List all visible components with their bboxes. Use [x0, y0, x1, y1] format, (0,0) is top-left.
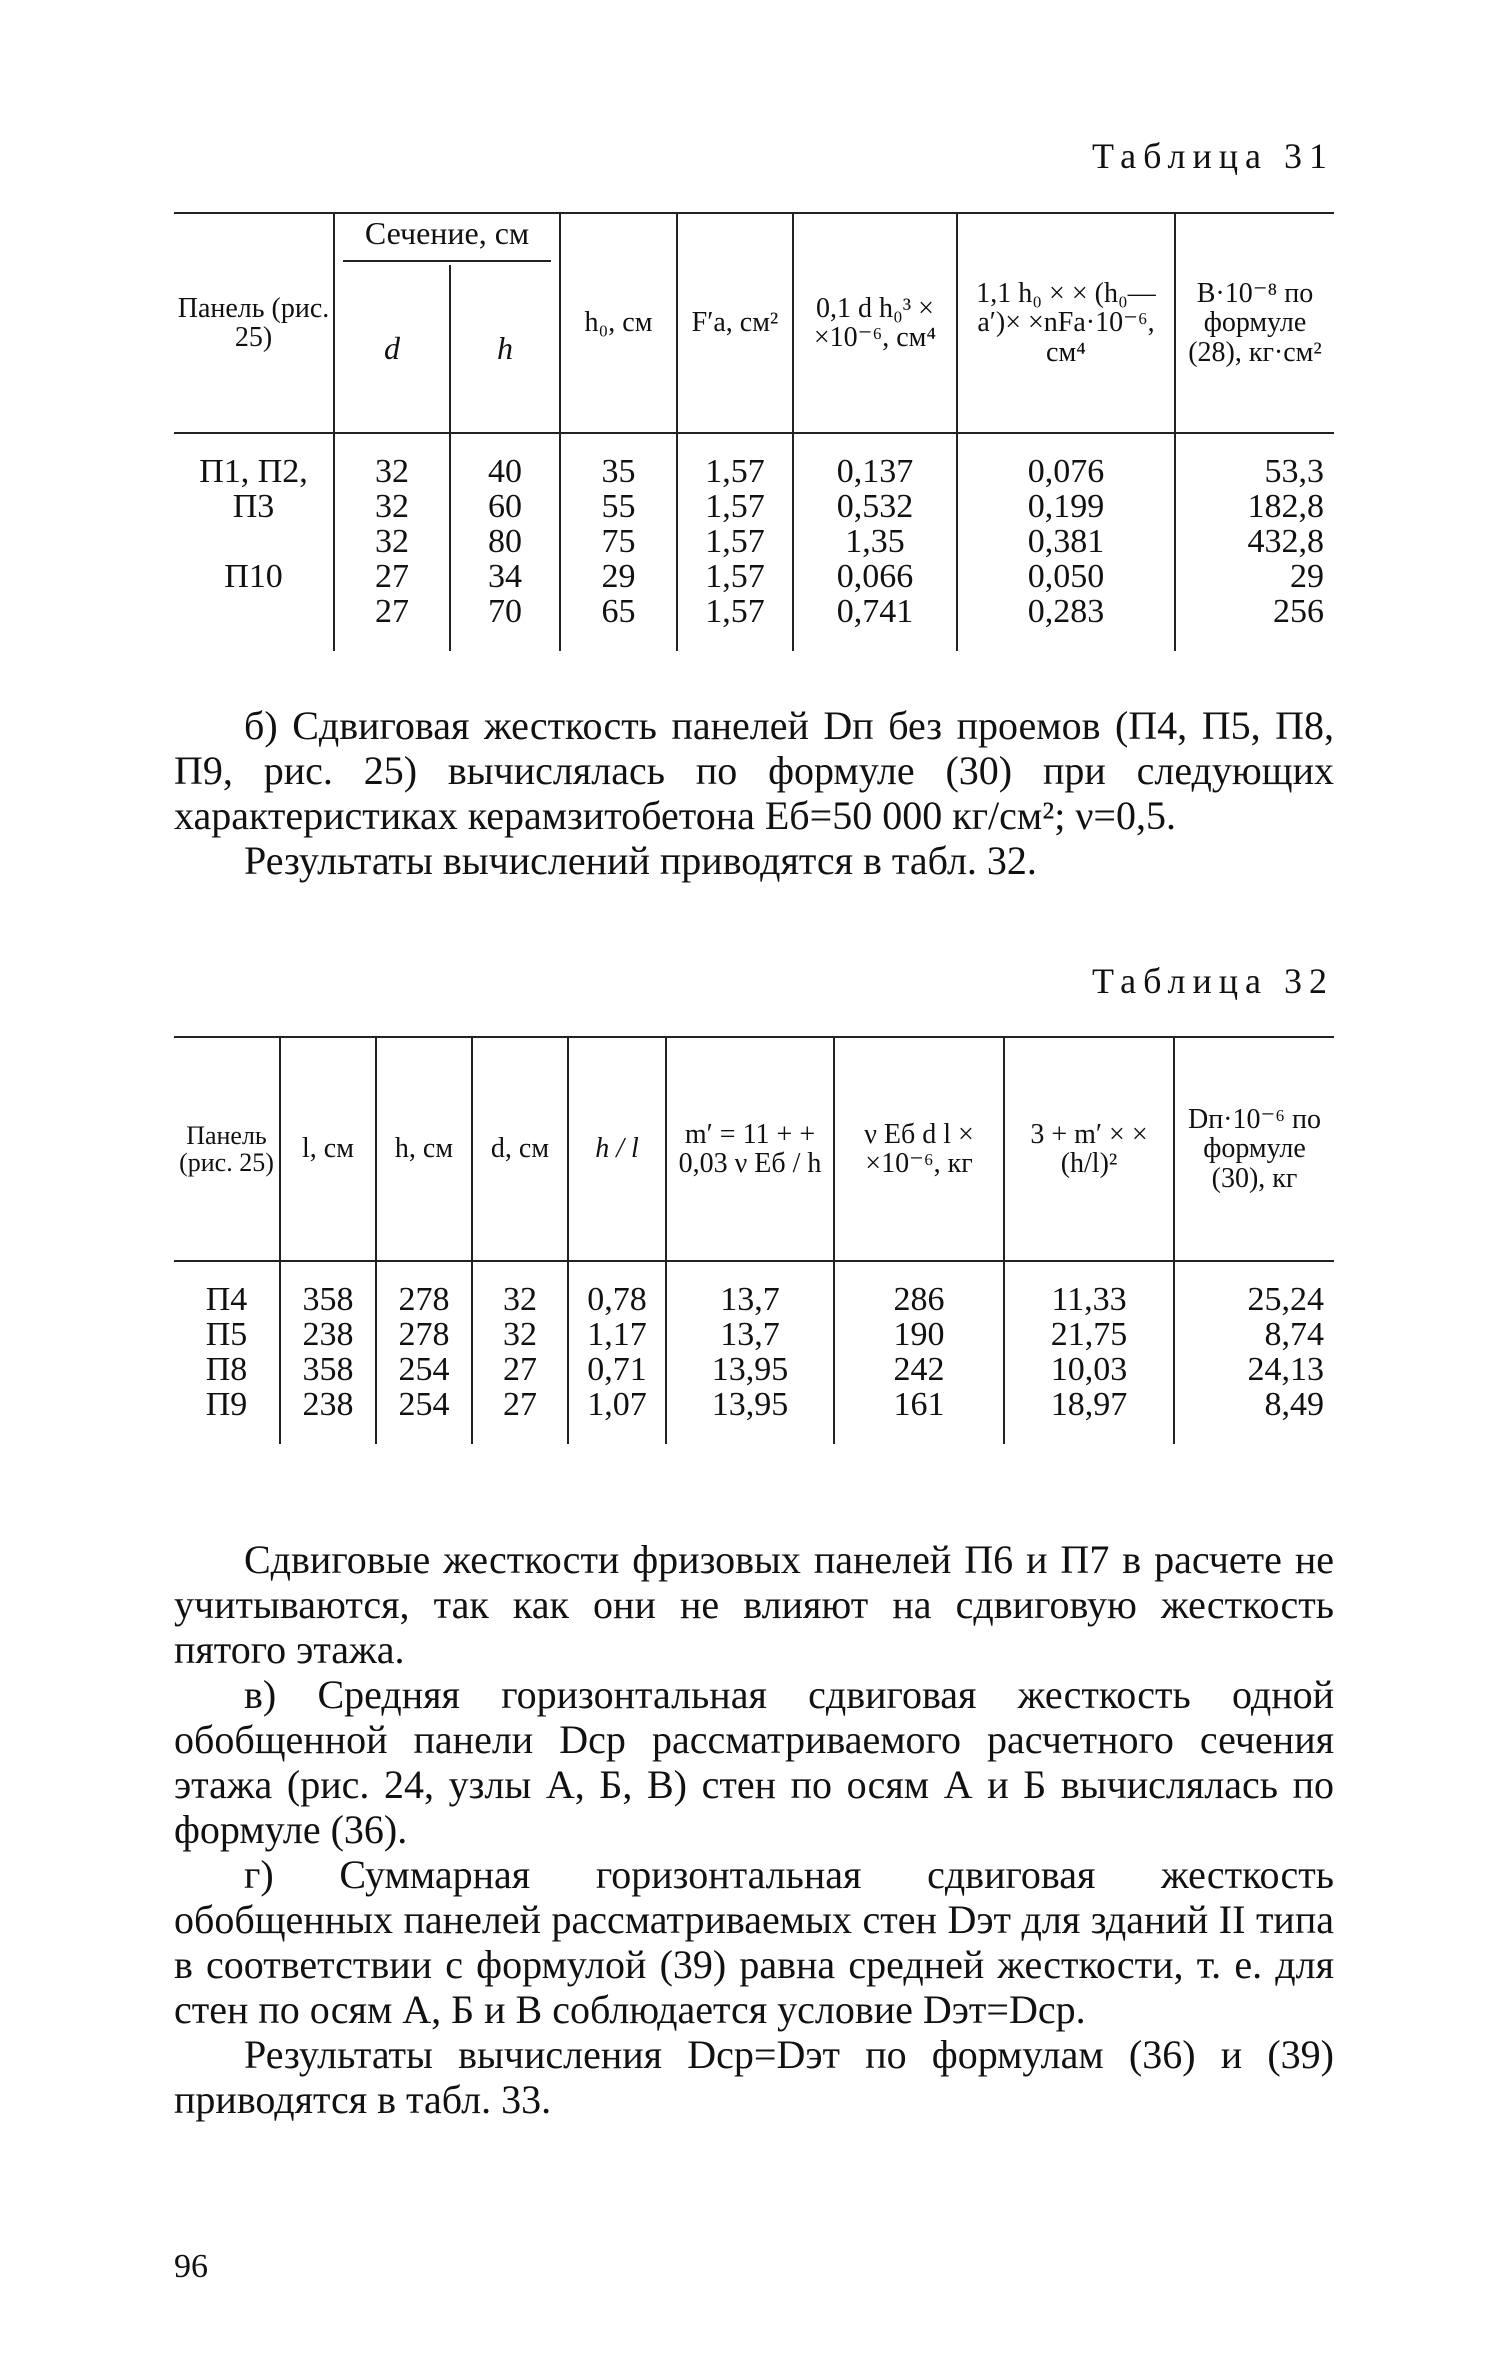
t32-cell-c8: 10,03 [1004, 1352, 1174, 1387]
t32-header-d: d, см [472, 1037, 568, 1261]
t31-row [174, 594, 1334, 651]
paragraph-friezes: Сдвиговые жесткости фризовых панелей П6 и П7 в расчете не учитываются, так как они не влияют на сдвиговую жесткость пятого этажа. [174, 1537, 1334, 1672]
t32-row [174, 1352, 1334, 1387]
t32-cell-panel: П4 [205, 1281, 248, 1318]
t31-cell-panel [174, 594, 334, 651]
t32-row [174, 1387, 1334, 1444]
t31-cell-panel [174, 524, 334, 559]
t31-cell-c5: 1,35 [793, 524, 957, 559]
t31-cell-c6: 0,050 [957, 559, 1175, 594]
t32-row [174, 1317, 1334, 1352]
t32-cell-m: 13,95 [666, 1352, 834, 1387]
t32-cell-hl: 1,17 [568, 1317, 666, 1352]
t32-cell-c9: 25,24 [1174, 1261, 1334, 1317]
t32-cell-l: 238 [280, 1317, 376, 1352]
paragraph-b [174, 703, 1334, 883]
t32-cell-h: 278 [376, 1317, 472, 1352]
table-31 [174, 212, 1334, 651]
t32-cell-m: 13,7 [666, 1317, 834, 1352]
t31-header-c5: 0,1 d h₀³ × ×10⁻⁶, см⁴ [793, 213, 957, 433]
t31-row [174, 489, 1334, 524]
t31-cell-c7: 432,8 [1175, 524, 1334, 559]
paragraph-v: в) Средняя горизонтальная сдвиговая жесткость одной обобщенной панели Dср рассматриваемого расчетного сечения этажа (рис. 24, узлы А, Б, В) стен по осям А и Б вычислялась по формуле (36). [174, 1672, 1334, 1852]
t32-cell-c7: 286 [834, 1261, 1004, 1317]
t31-cell-fa: 1,57 [677, 433, 793, 489]
t32-cell-c9: 8,49 [1174, 1387, 1334, 1444]
t31-header-panel: Панель (рис. 25) [174, 213, 334, 433]
t32-cell-d: 32 [472, 1261, 568, 1317]
t31-cell-h: 34 [450, 559, 560, 594]
table32-caption: Таблица 32 [1092, 961, 1334, 1001]
table31-caption: Таблица 31 [1092, 136, 1334, 176]
t31-header-d: d [334, 265, 450, 433]
t31-body [174, 433, 1334, 651]
t31-cell-c6: 0,199 [957, 489, 1175, 524]
t31-cell-h: 60 [450, 489, 560, 524]
t31-cell-d: 32 [334, 433, 450, 489]
paragraph-results-33: Результаты вычисления Dср=Dэт по формулам (36) и (39) приводятся в табл. 33. [174, 2032, 1334, 2122]
t32-cell-d: 32 [472, 1317, 568, 1352]
paragraphs-after [174, 1537, 1334, 2122]
t31-cell-h: 70 [450, 594, 560, 651]
t31-cell-h: 80 [450, 524, 560, 559]
t31-cell-h0: 35 [560, 433, 677, 489]
t31-cell-c6: 0,076 [957, 433, 1175, 489]
t32-cell-c9: 8,74 [1174, 1317, 1334, 1352]
t32-cell-l: 358 [280, 1352, 376, 1387]
t31-header-c7: B·10⁻⁸ по формуле (28), кг·см² [1175, 213, 1334, 433]
table-32 [174, 1036, 1334, 1444]
paragraph-results-text: Результаты вычислений приводятся в табл. 32. [244, 838, 1037, 883]
t32-cell-hl: 0,71 [568, 1352, 666, 1387]
t32-header-c9: Dп·10⁻⁶ по формуле (30), кг [1174, 1037, 1334, 1261]
t31-cell-c7: 182,8 [1175, 489, 1334, 524]
t31-cell-panel: П10 [224, 558, 283, 595]
t31-cell-h0: 65 [560, 594, 677, 651]
t31-cell-h0: 75 [560, 524, 677, 559]
page-number: 96 [174, 2248, 208, 2285]
t32-cell-c7: 161 [834, 1387, 1004, 1444]
t32-cell-hl: 0,78 [568, 1261, 666, 1317]
t32-cell-h: 254 [376, 1352, 472, 1387]
t31-header-c6: 1,1 h₀ × × (h₀—a′)× ×nFa·10⁻⁶, см⁴ [957, 213, 1175, 433]
paragraph-b-text: б) Сдвиговая жесткость панелей Dп без проемов (П4, П5, П8, П9, рис. 25) вычислялась по формуле (30) при следующих характеристиках керамзитобетона Eб=50 000 кг/см²; ν=0,5. [174, 703, 1334, 838]
t32-cell-l: 358 [280, 1261, 376, 1317]
t32-header-m: m′ = 11 + + 0,03 ν Eб / h [666, 1037, 834, 1261]
t31-cell-panel: П1, П2, [199, 453, 308, 490]
t31-cell-c5: 0,137 [793, 433, 957, 489]
t32-cell-panel: П8 [205, 1351, 248, 1388]
t31-cell-fa: 1,57 [677, 559, 793, 594]
t32-cell-hl: 1,07 [568, 1387, 666, 1444]
t32-cell-c7: 190 [834, 1317, 1004, 1352]
t32-cell-l: 238 [280, 1387, 376, 1444]
t32-header-c7: ν Eб d l × ×10⁻⁶, кг [834, 1037, 1004, 1261]
t31-cell-c7: 29 [1175, 559, 1334, 594]
t32-header-hl: h / l [568, 1037, 666, 1261]
t31-cell-fa: 1,57 [677, 594, 793, 651]
t31-cell-d: 27 [334, 559, 450, 594]
t31-header-h0: h₀, см [560, 213, 677, 433]
t32-cell-h: 254 [376, 1387, 472, 1444]
t31-cell-c5: 0,066 [793, 559, 957, 594]
t32-cell-d: 27 [472, 1352, 568, 1387]
t32-body [174, 1261, 1334, 1444]
t31-cell-c5: 0,741 [793, 594, 957, 651]
t32-header-panel: Панель (рис. 25) [174, 1037, 280, 1261]
t31-cell-d: 32 [334, 524, 450, 559]
t31-cell-d: 27 [334, 594, 450, 651]
t31-cell-fa: 1,57 [677, 489, 793, 524]
t31-row [174, 559, 1334, 594]
t31-header-h: h [450, 265, 560, 433]
t31-header-fa: F′a, см² [677, 213, 793, 433]
t32-cell-h: 278 [376, 1261, 472, 1317]
t31-cell-h0: 29 [560, 559, 677, 594]
t31-cell-panel: П3 [232, 488, 275, 525]
t31-cell-h: 40 [450, 433, 560, 489]
t32-header-c8: 3 + m′ × × (h/l)² [1004, 1037, 1174, 1261]
t31-row [174, 524, 1334, 559]
t31-cell-h0: 55 [560, 489, 677, 524]
t32-cell-panel: П9 [205, 1386, 248, 1423]
t32-row [174, 1261, 1334, 1317]
t32-cell-c8: 18,97 [1004, 1387, 1174, 1444]
t32-header-h: h, см [376, 1037, 472, 1261]
t32-cell-d: 27 [472, 1387, 568, 1444]
t31-cell-c7: 256 [1175, 594, 1334, 651]
t31-cell-c6: 0,283 [957, 594, 1175, 651]
t32-cell-c8: 11,33 [1004, 1261, 1174, 1317]
t32-cell-m: 13,95 [666, 1387, 834, 1444]
t31-cell-d: 32 [334, 489, 450, 524]
paragraph-g: г) Суммарная горизонтальная сдвиговая жесткость обобщенных панелей рассматриваемых стен Dэт для зданий II типа в соответствии с формулой (39) равна средней жесткости, т. е. для стен по осям А, Б и В соблюдается условие Dэт=Dср. [174, 1852, 1334, 2032]
t32-header-l: l, см [280, 1037, 376, 1261]
t31-cell-c7: 53,3 [1175, 433, 1334, 489]
t31-header-section: Сечение, см [334, 213, 560, 265]
t32-cell-c7: 242 [834, 1352, 1004, 1387]
t32-cell-c9: 24,13 [1174, 1352, 1334, 1387]
t31-row [174, 433, 1334, 489]
t32-cell-m: 13,7 [666, 1261, 834, 1317]
t31-cell-c5: 0,532 [793, 489, 957, 524]
t31-cell-c6: 0,381 [957, 524, 1175, 559]
t32-cell-panel: П5 [205, 1316, 248, 1353]
t31-cell-fa: 1,57 [677, 524, 793, 559]
t32-cell-c8: 21,75 [1004, 1317, 1174, 1352]
